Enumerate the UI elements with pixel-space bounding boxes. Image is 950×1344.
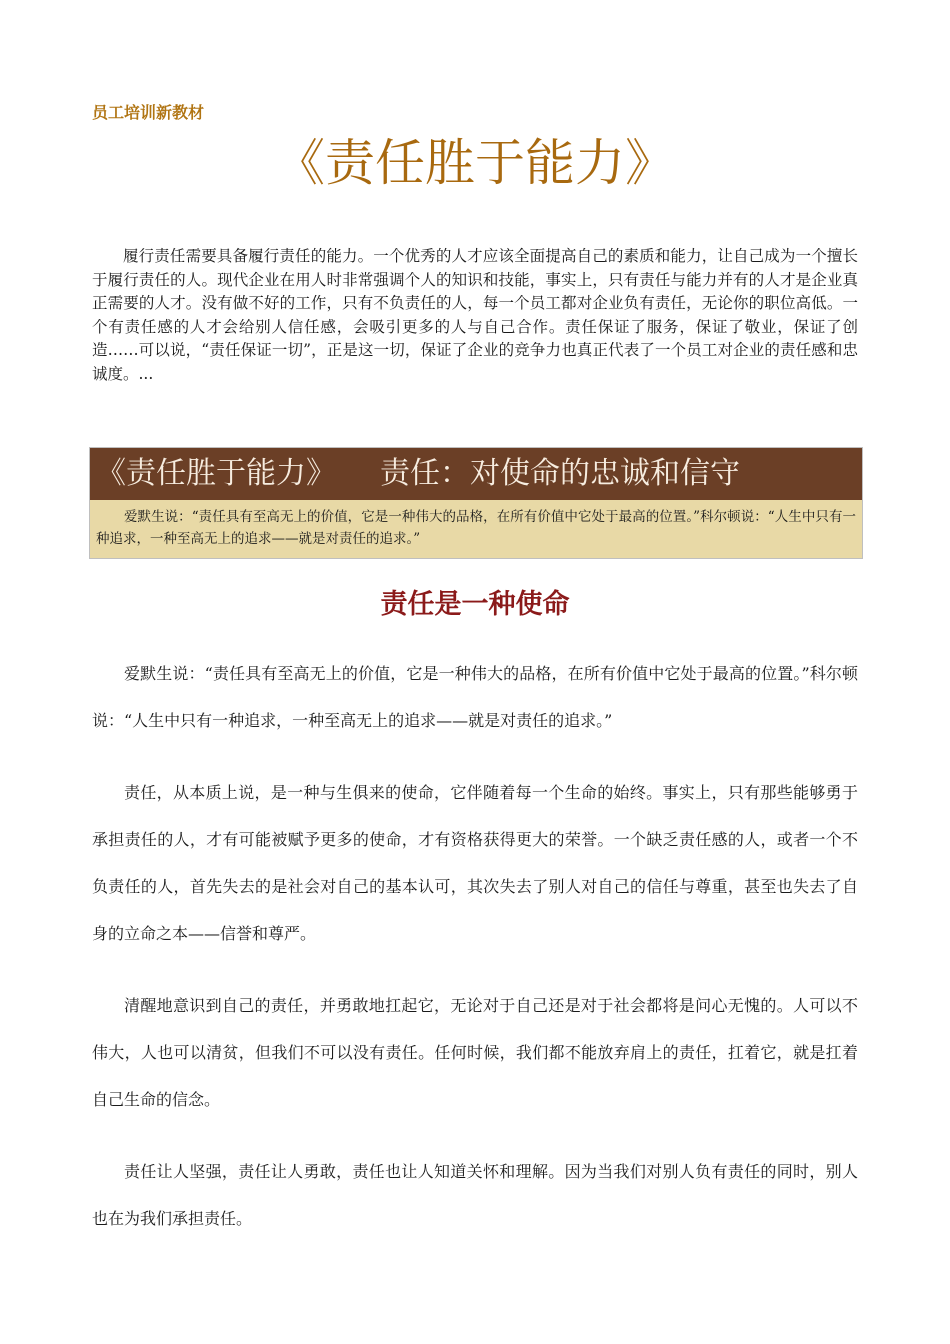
body-paragraph: 责任，从本质上说，是一种与生俱来的使命，它伴随着每一个生命的始终。事实上，只有那些能够勇于承担责任的人，才有可能被赋予更多的使命，才有资格获得更大的荣誉。一个缺乏责任感的人，或者一个不负责任的人，首先失去的是社会对自己的基本认可，其次失去了别人对自己的信任与尊重，甚至也失去了自身的立命之本——信誉和尊严。 [92,783,858,943]
body-paragraph: 爱默生说：“责任具有至高无上的价值，它是一种伟大的品格，在所有价值中它处于最高的位置。”科尔顿说：“人生中只有一种追求，一种至高无上的追求——就是对责任的追求。” [92,664,858,730]
banner-chapter-title: 责任：对使命的忠诚和信守 [380,456,740,491]
body-paragraph: 责任让人坚强，责任让人勇敢，责任也让人知道关怀和理解。因为当我们对别人负有责任的同时，别人也在为我们承担责任。 [92,1162,858,1228]
banner-heading [90,448,862,500]
body-paragraph: 清醒地意识到自己的责任，并勇敢地扛起它，无论对于自己还是对于社会都将是问心无愧的。人可以不伟大，人也可以清贫，但我们不可以没有责任。任何时候，我们都不能放弃肩上的责任，扛着它，就是扛着自己生命的信念。 [92,996,858,1109]
main-title: 《责任胜于能力》 [275,134,675,192]
banner-quote: 爱默生说：“责任具有至高无上的价值，它是一种伟大的品格，在所有价值中它处于最高的位置。”科尔顿说：“人生中只有一种追求，一种至高无上的追求——就是对责任的追求。” [90,500,862,558]
banner-book-title: 《责任胜于能力》 [96,456,336,491]
series-label: 员工培训新教材 [92,103,205,122]
section-body [92,650,858,1267]
section-title: 责任是一种使命 [380,589,570,620]
intro-paragraph: 履行责任需要具备履行责任的能力。一个优秀的人才应该全面提高自己的素质和能力，让自己成为一个擅长于履行责任的人。现代企业在用人时非常强调个人的知识和技能，事实上，只有责任与能力并有的人才是企业真正需要的人才。没有做不好的工作，只有不负责任的人，每一个员工都对企业负有责任，无论你的职位高低。一个有责任感的人才会给别人信任感，会吸引更多的人与自己合作。责任保证了服务，保证了敬业，保证了创造……可以说，“责任保证一切”，正是这一切，保证了企业的竞争力也真正代表了一个员工对企业的责任感和忠诚度。... [92,247,858,383]
chapter-banner [89,447,863,559]
